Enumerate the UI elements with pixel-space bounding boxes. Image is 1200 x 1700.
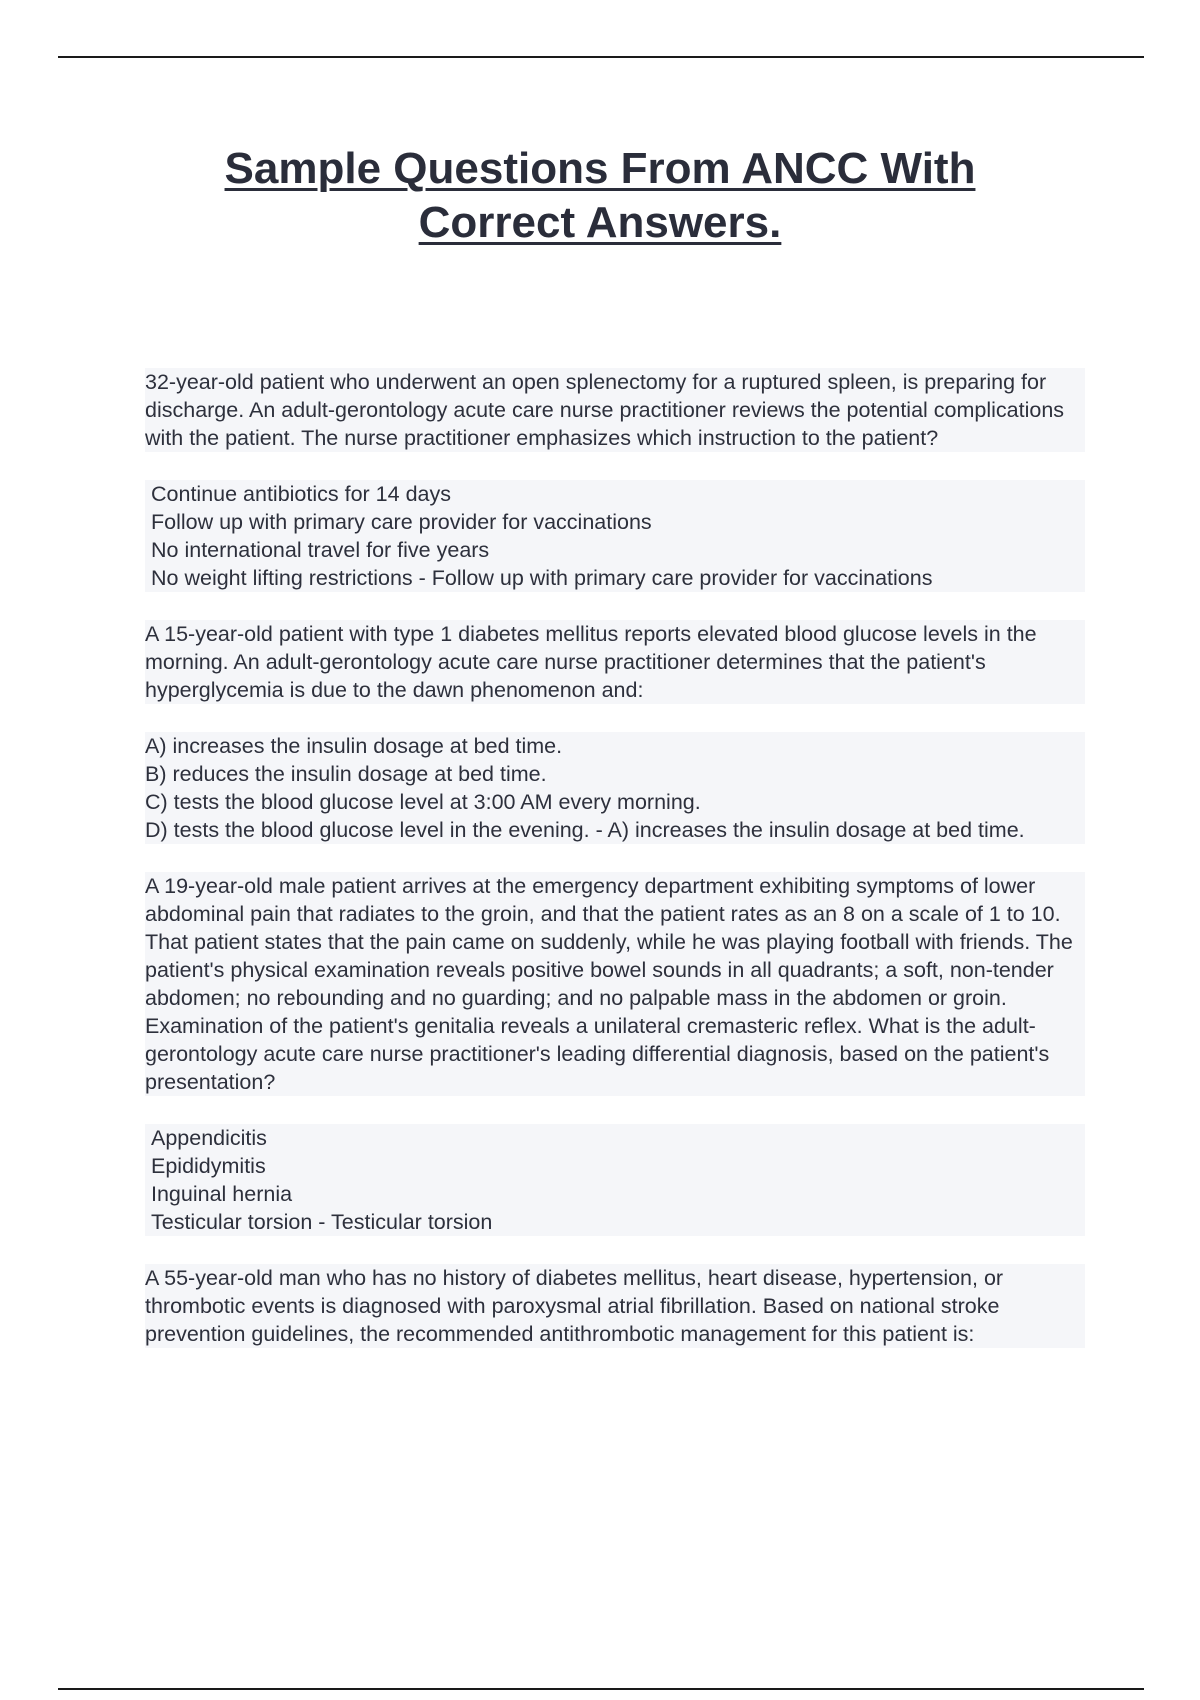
answer-option: B) reduces the insulin dosage at bed time.: [145, 762, 547, 786]
answer-option: Epididymitis: [151, 1154, 266, 1178]
answer-option: No weight lifting restrictions - Follow up with primary care provider for vaccinations: [151, 566, 933, 590]
title-line-2: Correct Answers.: [418, 198, 782, 247]
top-rule: [58, 56, 1144, 58]
question-list: [145, 368, 1085, 1376]
answer-option: Appendicitis: [151, 1126, 267, 1150]
question-4-prompt: A 55-year-old man who has no history of diabetes mellitus, heart disease, hypertension, or thrombotic events is diagnosed with paroxysmal atrial fibrillation. Based on national stroke prevention guidelines, the recommended antithrombotic management for this patient is:: [145, 1264, 1085, 1348]
title-line-1: Sample Questions From ANCC With: [224, 144, 976, 193]
answer-option: Continue antibiotics for 14 days: [151, 482, 451, 506]
bottom-rule: [58, 1688, 1144, 1690]
question-2-options: [145, 732, 1085, 844]
answer-option: A) increases the insulin dosage at bed time.: [145, 734, 563, 758]
question-3-options: [145, 1124, 1085, 1236]
answer-option: Inguinal hernia: [151, 1182, 293, 1206]
question-2-prompt: A 15-year-old patient with type 1 diabetes mellitus reports elevated blood glucose levels in the morning. An adult-gerontology acute care nurse practitioner determines that the patient's hyperglycemia is due to the dawn phenomenon and:: [145, 620, 1085, 704]
answer-option: D) tests the blood glucose level in the evening. - A) increases the insulin dosage at bed time.: [145, 818, 1025, 842]
question-1-options: [145, 480, 1085, 592]
answer-option: Follow up with primary care provider for vaccinations: [151, 510, 652, 534]
answer-option: C) tests the blood glucose level at 3:00 AM every morning.: [145, 790, 701, 814]
answer-option: No international travel for five years: [151, 538, 490, 562]
document-title: [0, 142, 1200, 250]
question-3-prompt: A 19-year-old male patient arrives at the emergency department exhibiting symptoms of lower abdominal pain that radiates to the groin, and that the patient rates as an 8 on a scale of 1 to 10. That patient states that the pain came on suddenly, while he was playing football with friends. The patient's physical examination reveals positive bowel sounds in all quadrants; a soft, non-tender abdomen; no rebounding and no guarding; and no palpable mass in the abdomen or groin. Examination of the patient's genitalia reveals a unilateral cremasteric reflex. What is the adult-gerontology acute care nurse practitioner's leading differential diagnosis, based on the patient's presentation?: [145, 872, 1085, 1096]
answer-option: Testicular torsion - Testicular torsion: [151, 1210, 493, 1234]
question-1-prompt: 32-year-old patient who underwent an open splenectomy for a ruptured spleen, is preparing for discharge. An adult-gerontology acute care nurse practitioner reviews the potential complications with the patient. The nurse practitioner emphasizes which instruction to the patient?: [145, 368, 1085, 452]
